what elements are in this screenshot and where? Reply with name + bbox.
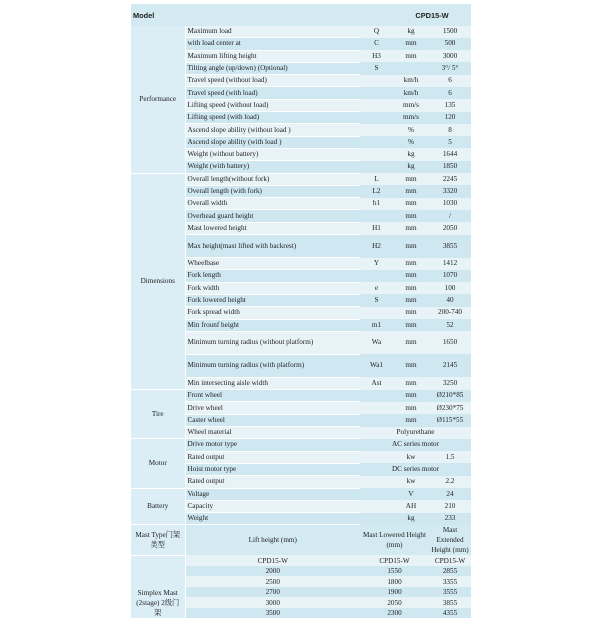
spec-unit: mm — [393, 414, 429, 426]
spec-value: 3000 — [429, 50, 471, 62]
spec-row — [131, 390, 471, 402]
spec-label: with load center at — [185, 38, 360, 50]
mast-extended-height: 3355 — [429, 576, 471, 587]
spec-symbol — [360, 513, 393, 525]
spec-value: Ø230*75 — [429, 402, 471, 414]
spec-value: 1412 — [429, 258, 471, 270]
spec-label: Maximum load — [185, 26, 360, 38]
spec-label: Weight (without battery) — [185, 148, 360, 160]
spec-unit: kw — [393, 476, 429, 488]
spec-unit: V — [393, 488, 429, 500]
spec-label: Max height(mast lifted with backrest) — [185, 235, 360, 258]
spec-unit: % — [393, 136, 429, 148]
spec-label: Voltage — [185, 488, 360, 500]
spec-label: Lifting speed (without load) — [185, 99, 360, 111]
mast-lowered-height: 2300 — [360, 608, 429, 619]
model-label: Model — [131, 4, 185, 26]
spec-row — [131, 173, 471, 185]
group-label: Performance — [131, 26, 185, 173]
spec-unit — [393, 62, 429, 74]
spec-label: Caster wheel — [185, 414, 360, 426]
spec-symbol — [360, 136, 393, 148]
spec-label: Tilting angle (up/down) (Optional) — [185, 62, 360, 74]
spec-label: Ascend slope ability (with load ) — [185, 136, 360, 148]
spec-symbol — [360, 99, 393, 111]
spec-symbol: e — [360, 282, 393, 294]
spec-label: Weight (with battery) — [185, 161, 360, 173]
spec-symbol: Y — [360, 258, 393, 270]
model-row — [131, 4, 471, 26]
spec-symbol: Ast — [360, 377, 393, 389]
spec-symbol: C — [360, 38, 393, 50]
spec-symbol: m1 — [360, 319, 393, 331]
spec-symbol: L — [360, 173, 393, 185]
spec-value: 210 — [429, 500, 471, 512]
spec-sheet — [131, 4, 471, 619]
spec-unit: mm — [393, 270, 429, 282]
spec-value: 2245 — [429, 173, 471, 185]
spec-value: 52 — [429, 319, 471, 331]
mast-group-label: Simplex Mast (2stage) 2级门架 — [131, 555, 185, 618]
spec-value: 3250 — [429, 377, 471, 389]
spec-symbol — [360, 124, 393, 136]
spec-unit: kg — [393, 161, 429, 173]
spec-symbol — [360, 451, 393, 463]
spec-symbol — [360, 112, 393, 124]
spec-unit: % — [393, 124, 429, 136]
spec-value: 1.5 — [429, 451, 471, 463]
spec-unit: kw — [393, 451, 429, 463]
mast-lowered-height: 1550 — [360, 566, 429, 577]
spec-label: Minimum turning radius (with platform) — [185, 354, 360, 377]
spec-symbol: S — [360, 294, 393, 306]
spec-value: 120 — [429, 112, 471, 124]
spec-label: Minimum turning radius (without platform) — [185, 331, 360, 354]
mast-extended-height: 4355 — [429, 608, 471, 619]
spec-label: Ascend slope ability (without load ) — [185, 124, 360, 136]
spec-symbol — [360, 390, 393, 402]
spec-unit: mm — [393, 50, 429, 62]
spec-unit: mm/s — [393, 112, 429, 124]
mast-lowered-height: 2050 — [360, 597, 429, 608]
spec-unit: mm — [393, 331, 429, 354]
spec-symbol — [360, 476, 393, 488]
spec-value: Ø115*55 — [429, 414, 471, 426]
spec-span-value: Polyurethane — [360, 427, 471, 439]
spec-value: 3°/ 5° — [429, 62, 471, 74]
spec-symbol: H1 — [360, 222, 393, 234]
mast-lift-height: 2700 — [185, 587, 360, 598]
spec-symbol: S — [360, 62, 393, 74]
spec-row — [131, 26, 471, 38]
mast-subheader-row — [131, 555, 471, 566]
group-label: Motor — [131, 439, 185, 488]
mast-extended-height: 3555 — [429, 587, 471, 598]
spec-span-value: AC series motor — [360, 439, 471, 451]
mast-extended-height: 2855 — [429, 566, 471, 577]
spec-unit: mm — [393, 235, 429, 258]
spec-unit: mm/s — [393, 99, 429, 111]
spec-value: 135 — [429, 99, 471, 111]
spec-row — [131, 439, 471, 451]
spec-value: 2050 — [429, 222, 471, 234]
spec-value: 2145 — [429, 354, 471, 377]
mast-col-lowered: Mast Lowered Height (mm) — [360, 525, 429, 555]
spec-unit: mm — [393, 38, 429, 50]
spec-value: 200-740 — [429, 307, 471, 319]
mast-lift-height: 2500 — [185, 576, 360, 587]
spec-value: 6 — [429, 75, 471, 87]
spec-row — [131, 488, 471, 500]
spec-span-value: DC series motor — [360, 463, 471, 475]
spec-value: 3855 — [429, 235, 471, 258]
spec-value: 6 — [429, 87, 471, 99]
spec-symbol: Q — [360, 26, 393, 38]
spec-symbol — [360, 210, 393, 222]
mast-lift-height: 3000 — [185, 597, 360, 608]
mast-table — [131, 525, 471, 619]
spec-label: Rated output — [185, 451, 360, 463]
spec-label: Overhead guard height — [185, 210, 360, 222]
spec-symbol — [360, 270, 393, 282]
spec-unit: mm — [393, 185, 429, 197]
spec-unit: mm — [393, 210, 429, 222]
spec-value: Ø210*85 — [429, 390, 471, 402]
spec-label: Capacity — [185, 500, 360, 512]
mast-lowered-height: 1800 — [360, 576, 429, 587]
spec-label: Hoist motor type — [185, 463, 360, 475]
spec-symbol — [360, 488, 393, 500]
mast-type-label: Mast Type门架类型 — [131, 525, 185, 555]
mast-lift-height: 3500 — [185, 608, 360, 619]
spec-symbol — [360, 87, 393, 99]
spec-label: Maximum lifting height — [185, 50, 360, 62]
spec-label: Fork length — [185, 270, 360, 282]
spec-value: 500 — [429, 38, 471, 50]
spec-symbol: H3 — [360, 50, 393, 62]
spec-symbol — [360, 500, 393, 512]
spec-label: Rated output — [185, 476, 360, 488]
spec-unit: mm — [393, 390, 429, 402]
spec-label: Overall length (with fork) — [185, 185, 360, 197]
spec-label: Lifting speed (with load) — [185, 112, 360, 124]
spec-unit: mm — [393, 319, 429, 331]
spec-unit: km/h — [393, 87, 429, 99]
group-label: Battery — [131, 488, 185, 525]
spec-unit: mm — [393, 377, 429, 389]
spec-label: Mast lowered height — [185, 222, 360, 234]
spec-label: Min frounf height — [185, 319, 360, 331]
spec-symbol: H2 — [360, 235, 393, 258]
spec-value: 2.2 — [429, 476, 471, 488]
spec-unit: kg — [393, 26, 429, 38]
spec-value: 8 — [429, 124, 471, 136]
group-label: Tire — [131, 390, 185, 439]
spec-value: 3320 — [429, 185, 471, 197]
spec-value: 1500 — [429, 26, 471, 38]
spec-label: Drive wheel — [185, 402, 360, 414]
spec-unit: mm — [393, 282, 429, 294]
spec-symbol: Wa1 — [360, 354, 393, 377]
spec-label: Min intersecting aisle width — [185, 377, 360, 389]
spec-label: Travel speed (with load) — [185, 87, 360, 99]
spec-symbol: L2 — [360, 185, 393, 197]
spec-unit: mm — [393, 294, 429, 306]
mast-sub-cell: CPD15-W — [185, 555, 360, 566]
mast-sub-cell: CPD15-W — [360, 555, 429, 566]
spec-unit: mm — [393, 198, 429, 210]
spec-value: 5 — [429, 136, 471, 148]
spec-value: / — [429, 210, 471, 222]
spec-unit: mm — [393, 354, 429, 377]
spec-unit: AH — [393, 500, 429, 512]
spec-value: 233 — [429, 513, 471, 525]
spec-symbol — [360, 402, 393, 414]
spec-symbol — [360, 148, 393, 160]
spec-symbol: Wa — [360, 331, 393, 354]
spec-value: 24 — [429, 488, 471, 500]
mast-lift-height: 2000 — [185, 566, 360, 577]
model-value: CPD15-W — [393, 4, 471, 26]
spec-symbol — [360, 307, 393, 319]
mast-header-row — [131, 525, 471, 555]
spec-value: 1644 — [429, 148, 471, 160]
spec-value: 1850 — [429, 161, 471, 173]
spec-unit: kg — [393, 148, 429, 160]
spec-symbol — [360, 161, 393, 173]
spec-unit: mm — [393, 307, 429, 319]
mast-col-lift: Lift height (mm) — [185, 525, 360, 555]
spec-label: Fork spread width — [185, 307, 360, 319]
spec-table — [131, 4, 471, 525]
spec-label: Front wheel — [185, 390, 360, 402]
spec-symbol — [360, 75, 393, 87]
spec-label: Weight — [185, 513, 360, 525]
spec-label: Fork lowered height — [185, 294, 360, 306]
spec-unit: mm — [393, 258, 429, 270]
spec-label: Overall length(without fork) — [185, 173, 360, 185]
spec-label: Wheel material — [185, 427, 360, 439]
mast-sub-cell: CPD15-W — [429, 555, 471, 566]
spec-label: Wheelbase — [185, 258, 360, 270]
spec-unit: mm — [393, 402, 429, 414]
spec-value: 1650 — [429, 331, 471, 354]
spec-label: Travel speed (without load) — [185, 75, 360, 87]
spec-unit: mm — [393, 222, 429, 234]
spec-value: 100 — [429, 282, 471, 294]
spec-label: Drive motor type — [185, 439, 360, 451]
mast-col-extended: Mast Extended Height (mm) — [429, 525, 471, 555]
group-label: Dimensions — [131, 173, 185, 390]
mast-lowered-height: 1900 — [360, 587, 429, 598]
spec-symbol — [360, 414, 393, 426]
spec-unit: kg — [393, 513, 429, 525]
spec-unit: km/h — [393, 75, 429, 87]
spec-value: 1070 — [429, 270, 471, 282]
mast-extended-height: 3855 — [429, 597, 471, 608]
spec-unit: mm — [393, 173, 429, 185]
spec-value: 40 — [429, 294, 471, 306]
spec-symbol: b1 — [360, 198, 393, 210]
spec-value: 1030 — [429, 198, 471, 210]
spec-label: Fork width — [185, 282, 360, 294]
spec-label: Overall width — [185, 198, 360, 210]
